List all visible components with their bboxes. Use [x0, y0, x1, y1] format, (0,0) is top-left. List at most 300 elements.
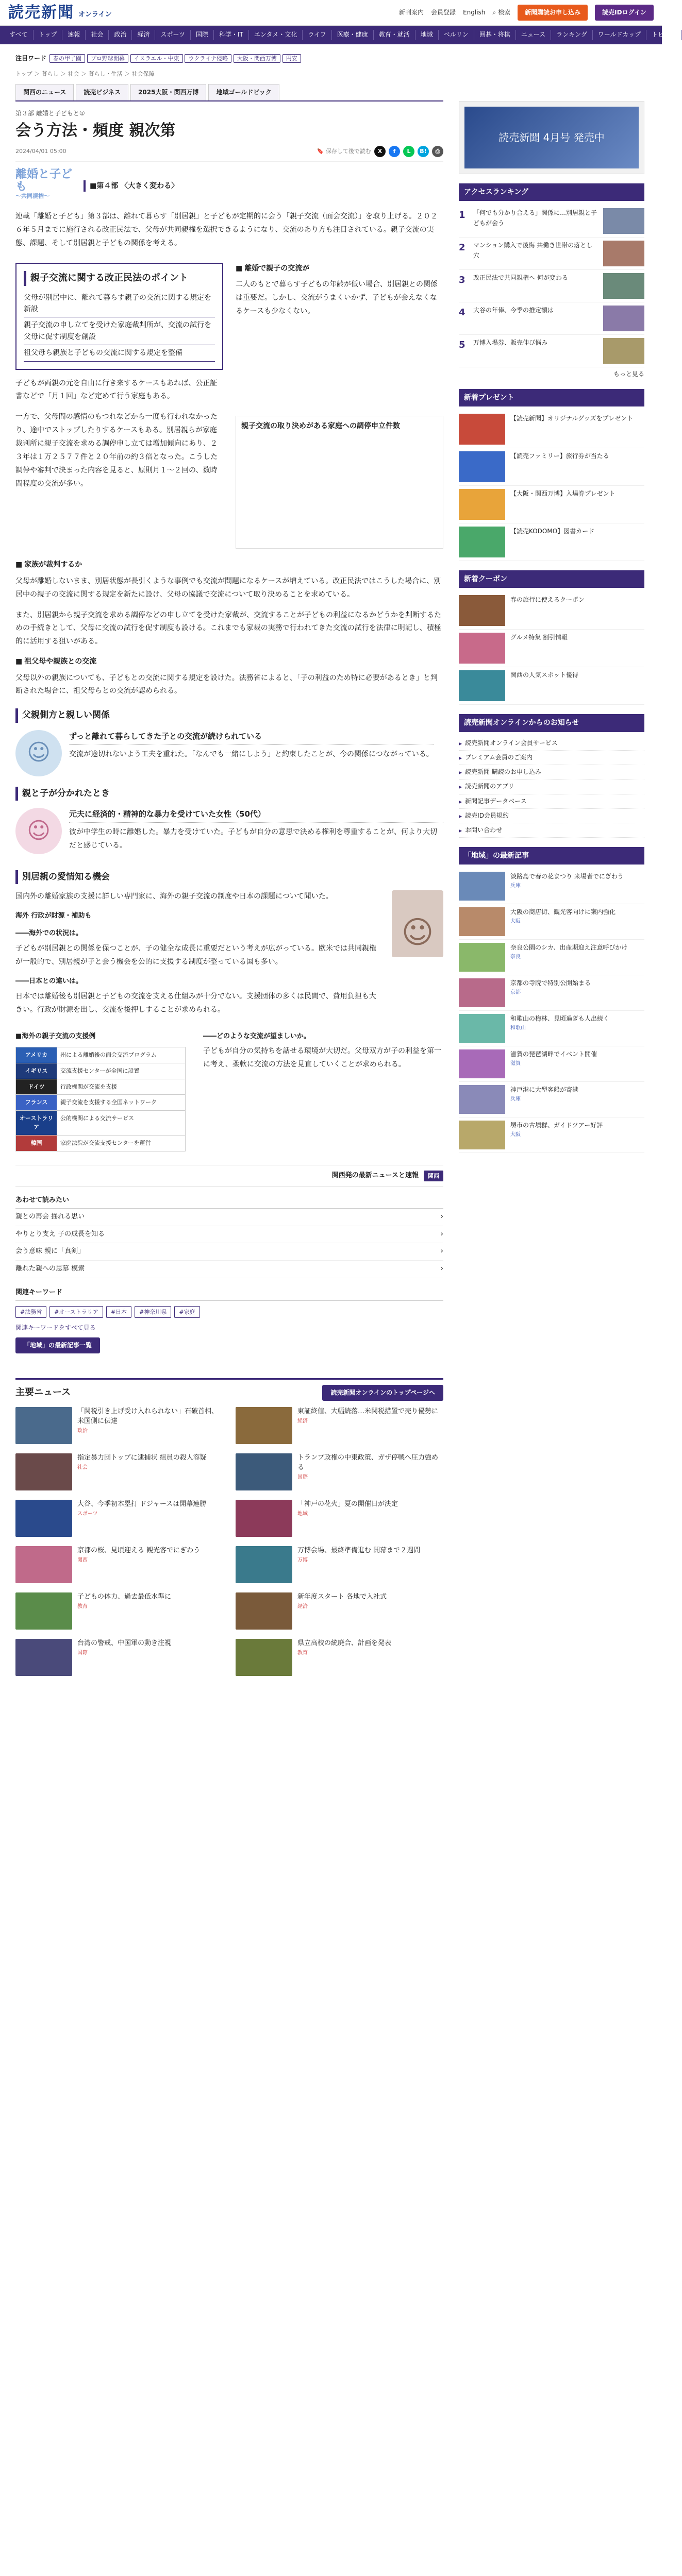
category-item[interactable]: エンタメ・文化: [249, 30, 303, 40]
interview-subhead: 海外 行政が財源・補助も: [15, 911, 92, 920]
logo-sub: オンライン: [78, 11, 112, 19]
news-item[interactable]: [236, 1407, 443, 1444]
voice-headline: ずっと離れて暮らしてきた子との交流が続けられている: [69, 730, 434, 745]
country-cell: ドイツ: [16, 1079, 57, 1095]
support-cell: 交流支援センターが全国に設置: [57, 1063, 186, 1079]
support-cell: 親子交流を支援する全国ネットワーク: [57, 1095, 186, 1111]
table-row: [16, 1135, 186, 1151]
news-item[interactable]: [236, 1500, 443, 1537]
news-item[interactable]: [15, 1639, 223, 1676]
present-item-label: 【大阪・関西万博】入場券プレゼント: [510, 489, 616, 497]
voice-headline: 元夫に経済的・精神的な暴力を受けていた女性（50代）: [69, 808, 443, 823]
news-thumbnail: [236, 1500, 292, 1537]
news-category: 教育: [77, 1603, 88, 1609]
area-news-prefecture: 兵庫: [510, 883, 521, 889]
article-main: [15, 44, 443, 1676]
ranking-thumbnail: [603, 241, 644, 266]
coupon-item[interactable]: [459, 667, 644, 705]
country-cell: フランス: [16, 1095, 57, 1111]
category-item[interactable]: 社会: [86, 30, 109, 40]
main-news-title: 主要ニュース: [15, 1387, 71, 1398]
breadcrumb: トップ ＞ 暮らし ＞ 社会 ＞ 暮らし・生活 ＞ 社会保障: [15, 71, 155, 78]
area-news-prefecture: 京都: [510, 989, 521, 995]
notice-link[interactable]: ▶ 読売新聞のアプリ: [459, 779, 644, 794]
area-news-headline: 滋賀の琵琶湖畔でイベント開催: [510, 1050, 597, 1058]
body-paragraph: 二人のもとで暮らす子どもの年齢が低い場合、別居親との関係は重要だ。しかし、交流がうまくいかず、子どもが会えなくなるケースも少なくない。: [236, 280, 438, 315]
present-item-thumbnail: [459, 489, 505, 520]
top-nav: [399, 5, 654, 21]
bar-chart: [236, 416, 443, 549]
news-item[interactable]: [236, 1639, 443, 1676]
related-item-label: 会う意味 親に「真剣」: [15, 1247, 85, 1256]
area-news-item[interactable]: [459, 904, 644, 940]
logo-text: 読売新聞: [8, 3, 74, 22]
rank-number: 1: [459, 210, 465, 221]
news-headline: 大谷、今季初本塁打 ドジャースは開幕連勝: [77, 1500, 207, 1509]
header: [0, 0, 662, 26]
news-headline: 台湾の警戒、中国軍の動き注視: [77, 1639, 172, 1648]
voice-body: 彼が中学生の時に離婚した。暴力を受けていた。子どもが自分の意思で決める権利を尊重することが、何より大切だと感じている。: [69, 827, 437, 850]
login-button[interactable]: 読売IDログイン: [595, 5, 654, 21]
save-button[interactable]: 🔖 保存して後で読む: [317, 148, 371, 155]
tab-kansai[interactable]: 関西のニュース: [15, 84, 74, 100]
area-news-item[interactable]: [459, 869, 644, 904]
area-news-text: [510, 1121, 603, 1149]
keyword-tag[interactable]: #日本: [106, 1306, 131, 1318]
present-item[interactable]: [459, 448, 644, 486]
table-row: [16, 1079, 186, 1095]
related-item[interactable]: [15, 1226, 443, 1244]
article-title: 会う方法・頻度 親次第: [15, 122, 176, 140]
area-news-headline: 堺市の古墳群、ガイドツアー好評: [510, 1122, 603, 1129]
present-item-thumbnail: [459, 527, 505, 557]
body-paragraph: 一方で、父母間の感情のもつれなどから一度も行われなかったり、途中でストップしたりするケースもある。別居親らが家庭裁判所に親子交流を求める調停申し立ては増加傾向にあり、２３年は１万２５７７件と２０年前の約３倍となった。こうした調停や審判で決まった内容を見ると、原則月１～２回の、数時間程度の交流が多い。: [15, 413, 218, 488]
voice-card: [15, 730, 443, 776]
news-item[interactable]: [15, 1546, 223, 1583]
ranking-title: アクセスランキング: [459, 183, 644, 201]
ad-image: 読売新聞 4月号 発売中: [464, 107, 639, 168]
news-headline: 指定暴力団トップに逮捕状 組員の殺人容疑: [77, 1454, 207, 1462]
keyword-all-link[interactable]: 関連キーワードをすべて見る: [15, 1324, 96, 1332]
notice-link[interactable]: ▶ 読売ID会員規約: [459, 809, 644, 823]
subheading: ■ 家族が裁判するか: [15, 559, 443, 570]
category-item[interactable]: 地域: [415, 30, 439, 40]
keyword-tag[interactable]: #オーストラリア: [49, 1306, 103, 1318]
coupon-title: 新着クーポン: [459, 570, 644, 588]
area-news-thumbnail: [459, 1121, 505, 1149]
print-icon[interactable]: ⎙: [432, 146, 443, 157]
news-text: [297, 1453, 443, 1490]
body-paragraph: また、別居親から親子交流を求める調停などの申し立てを受けた家裁が、交流することが子どもの利益になるかどうかを判断するための手続きとして、父母に交流の試行を促す制度も設ける。これまでも家裁の実務で行われてきた交流の試行を法律に明記し、積極的に活用する狙いがある。: [15, 611, 441, 646]
category-item[interactable]: ライフ: [303, 30, 331, 40]
keyword-tag[interactable]: #神奈川県: [135, 1306, 171, 1318]
news-text: [77, 1592, 171, 1630]
ranking-headline: マンション購入で後悔 共働き世帯の落とし穴: [473, 242, 593, 259]
region-latest-button[interactable]: 「地域」の最新記事一覧: [15, 1337, 100, 1353]
area-news-text: [510, 943, 628, 972]
area-news-text: [510, 978, 591, 1007]
area-news-headline: 淡路島で春の花まつり 来場者でにぎわう: [510, 873, 624, 880]
related-title: あわせて読みたい: [15, 1195, 443, 1209]
area-news-title: 「地域」の最新記事: [459, 847, 644, 865]
notice-link[interactable]: ▶ 読売新聞オンライン会員サービス: [459, 736, 644, 751]
support-cell: 家庭法院が交流支援センターを運営: [57, 1135, 186, 1151]
area-news-thumbnail: [459, 907, 505, 936]
trending-tag[interactable]: プロ野球開幕: [87, 54, 128, 63]
news-category: 地域: [297, 1511, 308, 1517]
news-text: [77, 1407, 223, 1444]
trending-tags: [15, 44, 443, 67]
category-item[interactable]: 教育・就活: [374, 30, 415, 40]
expert-section-title: 別居親の愛情知る機会: [15, 870, 443, 884]
rank-number: 2: [459, 242, 465, 253]
area-news-item[interactable]: [459, 975, 644, 1011]
news-thumbnail: [236, 1453, 292, 1490]
category-item[interactable]: 国際: [191, 30, 214, 40]
area-news-thumbnail: [459, 1085, 505, 1114]
area-news-text: [510, 907, 616, 936]
notice-link[interactable]: ▶ お問い合わせ: [459, 823, 644, 838]
related-item[interactable]: [15, 1261, 443, 1278]
notice-link[interactable]: ▶ 新聞記事データベース: [459, 794, 644, 809]
tab-expo[interactable]: 2025大阪・関西万博: [130, 84, 206, 100]
hatena-share-icon[interactable]: B!: [418, 146, 429, 157]
related-articles: [15, 1195, 443, 1278]
news-headline: トランプ政権の中東政策、ガザ停戦へ圧力強める: [297, 1454, 439, 1471]
series-emblem: 離婚と子ども ～共同親権～: [15, 167, 73, 199]
ranking-item[interactable]: [459, 238, 644, 270]
support-table: [15, 1047, 186, 1151]
notice-title: 読売新聞オンラインからのお知らせ: [459, 714, 644, 732]
area-news-headline: 大阪の商店街、観光客向けに案内強化: [510, 908, 616, 916]
rank-number: 5: [459, 340, 465, 351]
news-category: 社会: [77, 1464, 88, 1470]
facebook-share-icon[interactable]: f: [389, 146, 400, 157]
interview-answer: 日本では離婚後も別居親と子どもの交流を支える仕組みが十分でない。支援団体の多くは民間で、費用負担も大きい。行政が財源を出し、交流を後押しすることが求められる。: [15, 992, 376, 1014]
coupon-item-label: 春の旅行に使えるクーポン: [510, 596, 585, 604]
present-item-thumbnail: [459, 451, 505, 482]
news-text: [297, 1592, 387, 1630]
expert-photo: ☺: [392, 890, 443, 957]
notice-link[interactable]: ▶ 読売新聞 購読のお申し込み: [459, 765, 644, 779]
news-headline: 「神戸の花火」夏の開催日が決定: [297, 1500, 398, 1509]
subheading: ■ 離婚で親子の交流が: [236, 263, 443, 274]
news-text: [77, 1639, 171, 1676]
present-item-label: 【読売ファミリー】旅行券が当たる: [510, 452, 609, 460]
article-date: 2024/04/01 05:00: [15, 148, 66, 155]
category-item[interactable]: 囲碁・将棋: [474, 30, 516, 40]
coupon-item-label: 関西の人気スポット優待: [510, 671, 579, 679]
trending-tag[interactable]: 春の甲子園: [49, 54, 85, 63]
news-category: 万博: [297, 1557, 308, 1563]
person-icon: ☺: [15, 730, 62, 776]
coupon-item-thumbnail: [459, 595, 505, 626]
news-thumbnail: [236, 1407, 292, 1444]
section-tabs: [15, 84, 443, 101]
ranking-item[interactable]: [459, 270, 644, 302]
key-points-title: 親子交流に関する改正民法のポイント: [24, 271, 215, 286]
present-item-label: 【読売KODOMO】図書カード: [510, 527, 595, 535]
support-cell: 行政機関が交流を支援: [57, 1079, 186, 1095]
news-headline: 京都の桜、見頃迎える 観光客でにぎわう: [77, 1547, 201, 1555]
area-news-prefecture: 大阪: [510, 918, 521, 924]
region-badge: 関西: [424, 1171, 443, 1182]
related-item-label: 離れた親への思慕 模索: [15, 1265, 85, 1273]
present-item-label: 【読売新聞】オリジナルグッズをプレゼント: [510, 414, 634, 422]
news-item[interactable]: [236, 1546, 443, 1583]
keyword-tag[interactable]: #家庭: [174, 1306, 199, 1318]
trending-tag[interactable]: 円安: [282, 54, 301, 63]
area-news-item[interactable]: [459, 1082, 644, 1117]
news-thumbnail: [15, 1592, 72, 1630]
country-cell: アメリカ: [16, 1047, 57, 1063]
area-news-prefecture: 和歌山: [510, 1025, 526, 1031]
ranking-thumbnail: [603, 273, 644, 299]
ranking-item[interactable]: [459, 335, 644, 367]
area-news-prefecture: 兵庫: [510, 1096, 521, 1102]
category-item[interactable]: ベルリン: [439, 30, 474, 40]
table-row: [16, 1063, 186, 1079]
keyword-title: 関連キーワード: [15, 1287, 443, 1301]
body-paragraph: 子どもが両親の元を自由に行き来するケースもあれば、公正証書などで「月１回」など定めて行う家庭もある。: [15, 379, 218, 401]
category-item[interactable]: ワールドカップ: [593, 30, 646, 40]
category-item[interactable]: トピック: [646, 30, 682, 40]
trending-tag[interactable]: 大阪・関西万博: [234, 54, 280, 63]
chevron-right-icon: ›: [440, 1212, 443, 1221]
more-news-link[interactable]: 関西発の最新ニュースと速報 関西: [15, 1165, 443, 1188]
key-points-box: [15, 263, 223, 370]
news-category: 経済: [297, 1603, 308, 1609]
trending-tag[interactable]: イスラエル・中東: [130, 54, 183, 63]
category-item[interactable]: 科学・IT: [214, 30, 249, 40]
lead-paragraph: 連載「離婚と子ども」第３部は、離れて暮らす「別居親」と子どもが定期的に会う「親子交流（面会交流）」を取り上げる。２０２６年５月までに施行される改正民法で、父母が共同親権を選択できるようになり、交流のあり方も注目されている。親子交流の実態、課題、そして別居親と子どもの関係を考える。: [15, 212, 438, 247]
person-icon: ☺: [15, 808, 62, 854]
news-thumbnail: [15, 1500, 72, 1537]
key-point: 親子交流の申し立てを受けた家庭裁判所が、交流の試行を父母に促す制度を創設: [24, 317, 215, 345]
present-item-thumbnail: [459, 414, 505, 445]
news-thumbnail: [15, 1453, 72, 1490]
site-logo[interactable]: [8, 1, 112, 25]
related-item[interactable]: [15, 1209, 443, 1226]
category-item[interactable]: ランキング: [551, 30, 593, 40]
ad-banner[interactable]: [459, 101, 644, 174]
notice-link[interactable]: ▶ プレミアム会員のご案内: [459, 751, 644, 765]
table-row: [16, 1110, 186, 1135]
interview-question: ――日本との違いは。: [15, 977, 83, 985]
area-news-headline: 神戸港に大型客船が寄港: [510, 1086, 579, 1094]
category-item[interactable]: スポーツ: [155, 30, 191, 40]
area-news-headline: 和歌山の梅林、見頃過ぎも人出続く: [510, 1015, 610, 1023]
chevron-right-icon: ›: [440, 1265, 443, 1273]
news-headline: 県立高校の統廃合、計画を発表: [297, 1639, 392, 1648]
news-category: スポーツ: [77, 1511, 98, 1517]
coupon-item[interactable]: [459, 592, 644, 630]
ranking-headline: 大谷の年俸、今季の推定額は: [473, 307, 554, 314]
news-text: [297, 1407, 438, 1444]
ranking-thumbnail: [603, 208, 644, 234]
interview-intro: 国内外の離婚家族の支援に詳しい専門家に、海外の親子交流の制度や日本の課題について聞いた。: [15, 892, 333, 901]
ranking-thumbnail: [603, 338, 644, 364]
body-paragraph: 父母が離婚しないまま、別居状態が長引くような事例でも交流が問題になるケースが増えている。改正民法ではこうした場合に、別居中の親子の交流に関する規定を新たに設け、父母の協議で交流について取り決めることを求めている。: [15, 577, 441, 599]
related-item[interactable]: [15, 1243, 443, 1261]
topnav-item[interactable]: English: [463, 8, 486, 16]
area-news-thumbnail: [459, 1049, 505, 1078]
voice-section-title: 親と子が分かれたとき: [15, 787, 443, 801]
interview: [15, 890, 443, 1024]
support-cell: 公的機関による交流サービス: [57, 1110, 186, 1135]
news-item[interactable]: [15, 1453, 223, 1490]
share-bar: [317, 146, 443, 157]
news-category: 教育: [297, 1650, 308, 1656]
ranking-item[interactable]: [459, 302, 644, 335]
news-item[interactable]: [15, 1592, 223, 1630]
news-headline: 東証終値、大幅続落…米関税措置で売り優勢に: [297, 1408, 439, 1416]
news-category: 政治: [77, 1428, 88, 1434]
category-item[interactable]: 速報: [62, 30, 86, 40]
tab-region[interactable]: 地域ゴールドピック: [208, 84, 279, 100]
news-item[interactable]: [236, 1453, 443, 1490]
interview-question: ――どのような交流が望ましいか。: [203, 1032, 311, 1040]
trending-tag[interactable]: ウクライナ侵略: [185, 54, 231, 63]
ranking-headline: 「何でも分かり合える」関係に…別居親と子どもが会う: [473, 209, 597, 227]
area-news-thumbnail: [459, 978, 505, 1007]
coupon-item-thumbnail: [459, 670, 505, 701]
topnav-item[interactable]: 会員登録: [431, 8, 456, 16]
chevron-right-icon: ›: [440, 1247, 443, 1256]
interview-answer: 子どもが別居親との関係を保つことが、子の健全な成長に重要だという考えが広がっている。欧米では共同親権が一般的で、別居親が子と会う機会を公的に支援する制度が整っている国も多い。: [15, 944, 376, 967]
chart-svg: [241, 431, 432, 539]
area-news-text: [510, 1014, 609, 1043]
area-news-item[interactable]: [459, 1046, 644, 1082]
support-cell: 州による離婚後の面会交流プログラム: [57, 1047, 186, 1063]
area-news-headline: 奈良公園のシカ、出産期迎え注意呼びかけ: [510, 944, 628, 952]
news-text: [77, 1500, 206, 1537]
voice-card: [15, 808, 443, 860]
country-cell: イギリス: [16, 1063, 57, 1079]
category-item[interactable]: ニュース: [516, 30, 551, 40]
series-title: ■第４部 〈大きく変わる〉: [84, 180, 178, 192]
search-icon: ⌕: [492, 8, 496, 16]
ranking-item[interactable]: [459, 205, 644, 238]
search-button[interactable]: ⌕ 検索: [492, 8, 510, 18]
news-text: [297, 1639, 391, 1676]
area-news-text: [510, 1049, 597, 1078]
news-text: [77, 1546, 200, 1583]
area-news-prefecture: 滋賀: [510, 1060, 521, 1066]
tab-business[interactable]: 読売ビジネス: [76, 84, 128, 100]
news-text: [297, 1500, 398, 1537]
rank-number: 3: [459, 275, 465, 286]
news-thumbnail: [236, 1592, 292, 1630]
present-title: 新着プレゼント: [459, 389, 644, 406]
related-item-label: やりとり支え 子の成長を知る: [15, 1230, 105, 1238]
news-headline: 「関税引き上げ受け入れられない」石破首相、米国側に伝達: [77, 1408, 219, 1425]
trending-label: 注目ワード: [15, 55, 47, 62]
news-item[interactable]: [15, 1407, 223, 1444]
news-thumbnail: [15, 1407, 72, 1444]
area-news-item[interactable]: [459, 1117, 644, 1153]
subheading: ■ 祖父母や親族との交流: [15, 656, 443, 667]
area-news-headline: 京都の寺院で特別公開始まる: [510, 979, 591, 987]
country-cell: オーストラリア: [16, 1110, 57, 1135]
present-item[interactable]: [459, 523, 644, 561]
table-row: [16, 1047, 186, 1063]
news-thumbnail: [236, 1639, 292, 1676]
area-news-thumbnail: [459, 1014, 505, 1043]
chart-title: 親子交流の取り決めがある家庭への調停申立件数: [241, 422, 400, 431]
news-category: 国際: [297, 1474, 308, 1480]
country-cell: 韓国: [16, 1135, 57, 1151]
area-news-prefecture: 大阪: [510, 1131, 521, 1138]
news-category: 経済: [297, 1418, 308, 1424]
news-item[interactable]: [236, 1592, 443, 1630]
news-headline: 子どもの体力、過去最低水準に: [77, 1593, 172, 1601]
ranking-headline: 万博入場券、販売伸び悩み: [473, 339, 548, 347]
news-category: 関西: [77, 1557, 88, 1563]
news-thumbnail: [15, 1546, 72, 1583]
chevron-right-icon: ›: [440, 1230, 443, 1238]
voice-section-title: 父親側方と親しい関係: [15, 708, 443, 722]
area-news-prefecture: 奈良: [510, 954, 521, 960]
category-item[interactable]: 政治: [109, 30, 132, 40]
category-item[interactable]: トップ: [34, 30, 63, 40]
ranking-more-link[interactable]: もっと見る: [613, 370, 644, 378]
voice-body: 交流が途切れないよう工夫を重ねた。「なんでも一緒にしよう」と約束したことが、今の関係につながっている。: [69, 750, 434, 758]
news-text: [77, 1453, 207, 1490]
area-news-item[interactable]: [459, 940, 644, 975]
rank-number: 4: [459, 307, 465, 318]
news-thumbnail: [236, 1546, 292, 1583]
ranking-headline: 改正民法で共同親権へ 何が変わる: [473, 274, 568, 282]
category-item[interactable]: 医療・健康: [332, 30, 374, 40]
series-header: [15, 168, 443, 204]
news-headline: 新年度スタート 各地で入社式: [297, 1593, 387, 1601]
sidebar: [459, 44, 644, 1676]
present-item[interactable]: [459, 411, 644, 448]
news-item[interactable]: [15, 1500, 223, 1537]
coupon-item-thumbnail: [459, 633, 505, 664]
coupon-item[interactable]: [459, 630, 644, 667]
key-point: 父母が別居中に、離れて暮らす親子の交流に関する規定を新設: [24, 290, 215, 318]
category-item[interactable]: 経済: [132, 30, 155, 40]
keyword-tag[interactable]: #法務省: [15, 1306, 46, 1318]
interview-question: ――海外での状況は。: [15, 929, 83, 938]
body-paragraph: 父母以外の親族についても、子どもとの交流に関する規定を設けた。法務省によると、「子の利益のため特に必要があるとき」と判断された場合に、祖父母らとの交流が認められる。: [15, 673, 438, 696]
table-row: [16, 1095, 186, 1111]
news-thumbnail: [15, 1639, 72, 1676]
area-news-thumbnail: [459, 943, 505, 972]
interview-answer: 子どもが自分の気持ちを話せる環境が大切だ。父母双方が子の利益を第一に考え、柔軟に交流の方法を見直していくことが求められる。: [203, 1047, 441, 1069]
line-share-icon[interactable]: L: [403, 146, 414, 157]
area-news-text: [510, 872, 624, 901]
news-category: 国際: [77, 1650, 88, 1656]
keyword-section: [15, 1287, 443, 1358]
news-text: [297, 1546, 420, 1583]
category-item[interactable]: すべて: [4, 30, 34, 40]
x-share-icon[interactable]: X: [374, 146, 386, 157]
subscribe-button[interactable]: 新聞購読お申し込み: [518, 5, 588, 21]
table-title: ■海外の親子交流の支援例: [15, 1032, 96, 1040]
topnav-item[interactable]: 新刊案内: [399, 8, 424, 16]
area-news-text: [510, 1085, 578, 1114]
present-item[interactable]: [459, 486, 644, 523]
area-news-thumbnail: [459, 872, 505, 901]
coupon-item-label: グルメ特集 割引情報: [510, 634, 568, 641]
top-page-button[interactable]: 読売新聞オンラインのトップページへ: [322, 1385, 443, 1401]
related-item-label: 親との再会 揺れる思い: [15, 1212, 85, 1221]
main-news: [15, 1378, 443, 1676]
area-news-item[interactable]: [459, 1011, 644, 1046]
